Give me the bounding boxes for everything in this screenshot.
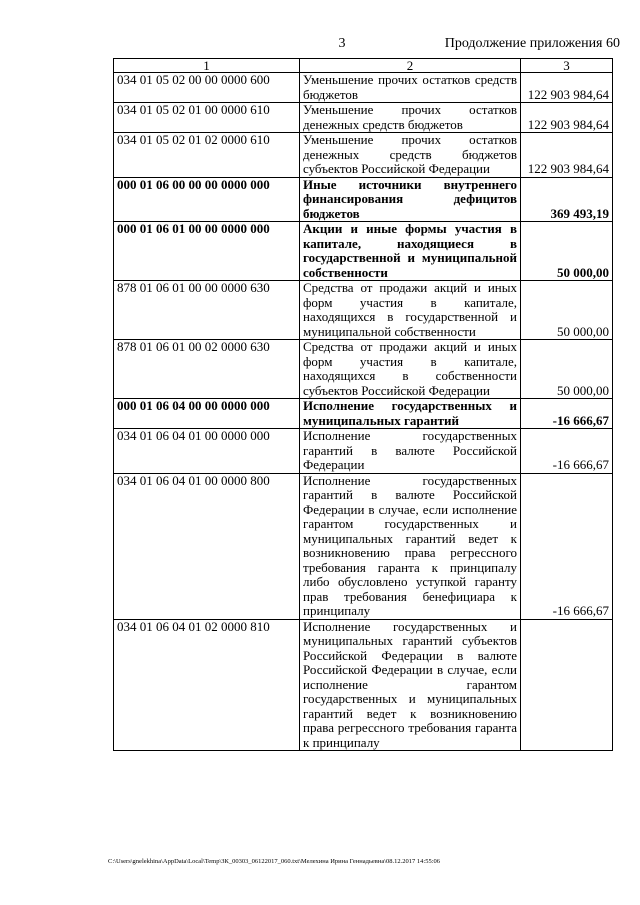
file-path-footer: C:\Users\gnelekhina\AppData\Local\Temp\ЗК_00303_06122017_060.txt\Мелехина Ирина Геннадьевна\08.12.2017 14:55:06 [108,858,441,865]
budget-code-cell: 000 01 06 00 00 00 0000 000 [114,177,300,222]
amount-cell: 50 000,00 [521,281,613,340]
amount-cell: 122 903 984,64 [521,133,613,178]
amount-cell: 122 903 984,64 [521,73,613,103]
amount-cell [521,619,613,751]
amount-cell: 50 000,00 [521,222,613,281]
table-row [114,281,613,340]
column-number: 2 [300,59,521,73]
amount-cell: -16 666,67 [521,473,613,619]
continuation-caption: Продолжение приложения 60 [444,36,620,51]
budget-code-cell: 878 01 06 01 00 02 0000 630 [114,340,300,399]
source-name-cell: Исполнение государственных гарантий в валюте Российской Федерации в случае, если исполнение гарантом государственных и муниципальных гарантий ведет к возникновению права регрессного требования гаранта к принципалу либо обусловлено уступкой гаранту прав требования бенефициара к принципалу [300,473,521,619]
source-name-cell: Иные источники внутреннего финансирования дефицитов бюджетов [300,177,521,222]
source-name-cell: Уменьшение прочих остатков средств бюджетов [300,73,521,103]
table-row [114,103,613,133]
table-row [114,473,613,619]
source-name-cell: Средства от продажи акций и иных форм участия в капитале, находящихся в государственной и муниципальной собственности [300,281,521,340]
source-name-cell: Акции и иные формы участия в капитале, находящиеся в государственной и муниципальной собственности [300,222,521,281]
budget-code-cell: 034 01 05 02 01 02 0000 610 [114,133,300,178]
budget-code-cell: 000 01 06 01 00 00 0000 000 [114,222,300,281]
column-number: 3 [521,59,613,73]
table-row [114,222,613,281]
table-row [114,619,613,751]
source-name-cell: Исполнение государственных гарантий в валюте Российской Федерации [300,429,521,474]
budget-code-cell: 034 01 06 04 01 00 0000 800 [114,473,300,619]
budget-code-cell: 034 01 05 02 00 00 0000 600 [114,73,300,103]
table-row [114,340,613,399]
source-name-cell: Исполнение государственных и муниципальных гарантий [300,399,521,429]
source-name-cell: Уменьшение прочих остатков денежных средств бюджетов [300,103,521,133]
amount-cell: 50 000,00 [521,340,613,399]
budget-code-cell: 034 01 06 04 01 00 0000 000 [114,429,300,474]
column-numbers-row [114,59,613,73]
budget-code-cell: 034 01 06 04 01 02 0000 810 [114,619,300,751]
amount-cell: -16 666,67 [521,429,613,474]
column-number: 1 [114,59,300,73]
source-name-cell: Средства от продажи акций и иных форм участия в капитале, находящихся в собственности субъектов Российской Федерации [300,340,521,399]
table-row [114,73,613,103]
sources-table [113,58,613,751]
table-row [114,399,613,429]
source-name-cell: Исполнение государственных и муниципальных гарантий субъектов Российской Федерации в валюте Российской Федерации в случае, если исполнение гарантом государственных и муниципальных гарантий ведет к возникновению права регрессного требования гаранта к принципалу [300,619,521,751]
table-row [114,429,613,474]
table-row [114,177,613,222]
amount-cell: 122 903 984,64 [521,103,613,133]
amount-cell: -16 666,67 [521,399,613,429]
budget-code-cell: 878 01 06 01 00 00 0000 630 [114,281,300,340]
amount-cell: 369 493,19 [521,177,613,222]
budget-code-cell: 000 01 06 04 00 00 0000 000 [114,399,300,429]
page-number: 3 [338,36,346,51]
source-name-cell: Уменьшение прочих остатков денежных средств бюджетов субъектов Российской Федерации [300,133,521,178]
budget-code-cell: 034 01 05 02 01 00 0000 610 [114,103,300,133]
table-row [114,133,613,178]
